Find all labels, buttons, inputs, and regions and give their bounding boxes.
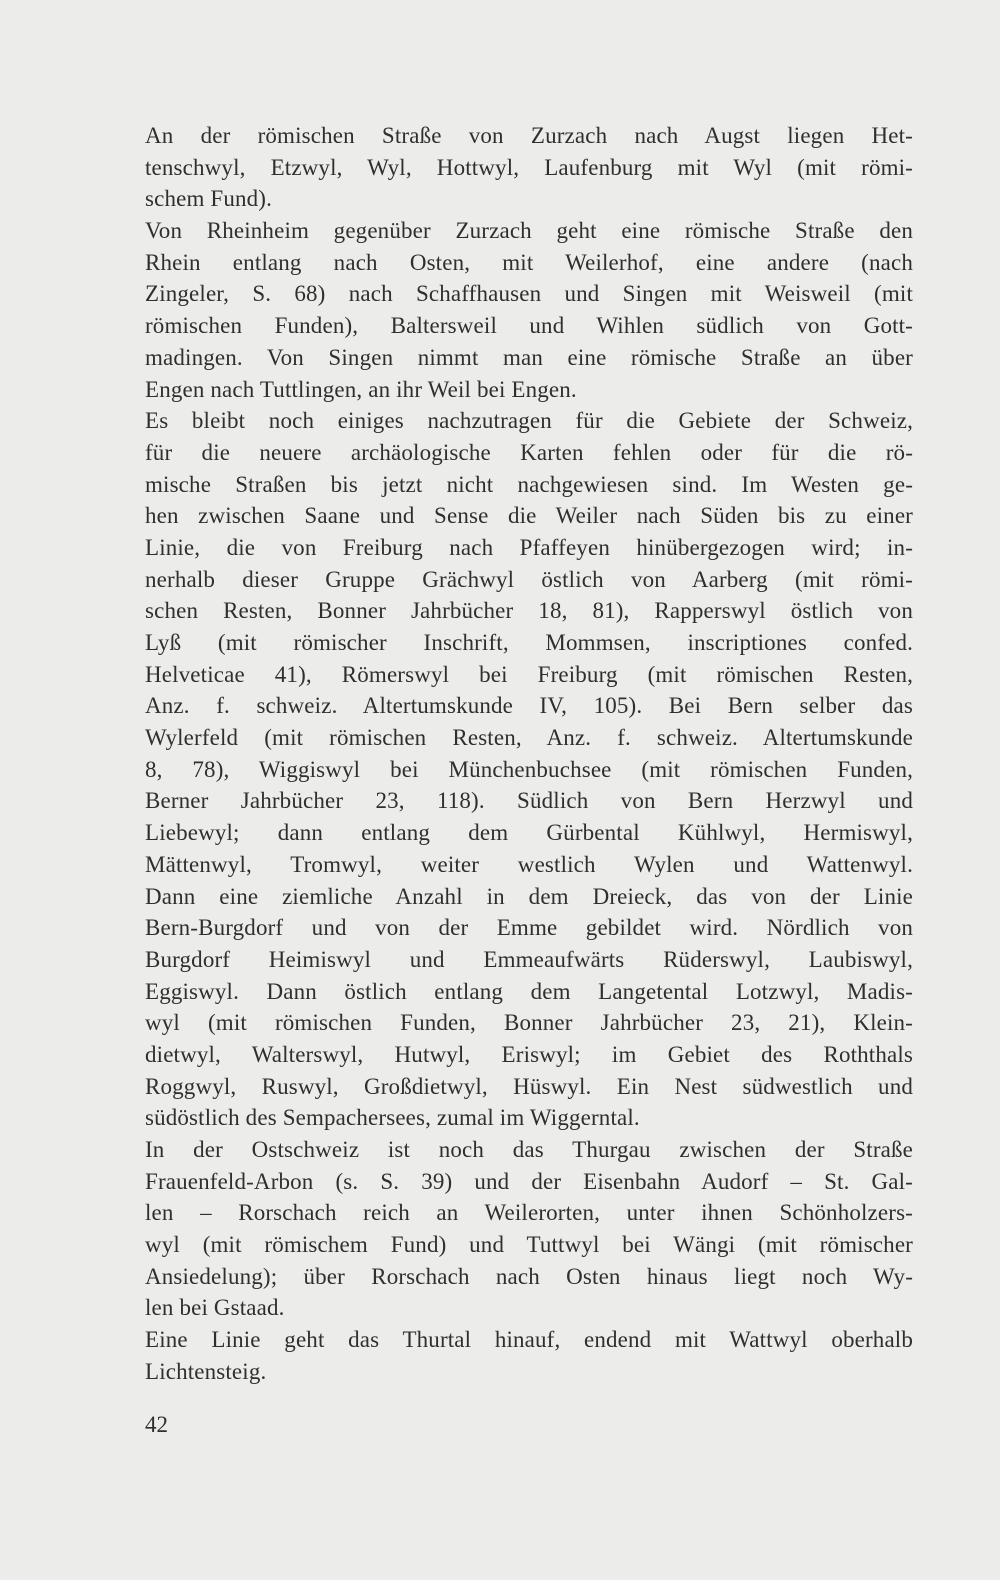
text-line: Bern-Burgdorf und von der Emme gebildet wird. Nördlich von (145, 915, 913, 941)
text-line: Helveticae 41), Römerswyl bei Freiburg (mit römischen Resten, (145, 661, 913, 687)
text-line: südöstlich des Sempachersees, zumal im Wiggerntal. (145, 1105, 640, 1131)
text-line: Mättenwyl, Tromwyl, weiter westlich Wylen und Wattenwyl. (145, 851, 913, 877)
text-line: Von Rheinheim gegenüber Zurzach geht eine römische Straße den (145, 218, 913, 244)
text-line: römischen Funden), Baltersweil und Wihlen südlich von Gott- (145, 313, 913, 339)
body-text (145, 120, 913, 1388)
text-line: Frauenfeld-Arbon (s. S. 39) und der Eisenbahn Audorf – St. Gal- (145, 1168, 913, 1194)
text-line: Roggwyl, Ruswyl, Großdietwyl, Hüswyl. Ein Nest südwestlich und (145, 1073, 913, 1099)
text-line: Dann eine ziemliche Anzahl in dem Dreieck, das von der Linie (145, 883, 913, 909)
text-line: wyl (mit römischen Funden, Bonner Jahrbücher 23, 21), Klein- (145, 1010, 913, 1036)
text-line: In der Ostschweiz ist noch das Thurgau zwischen der Straße (145, 1137, 913, 1162)
text-line: mische Straßen bis jetzt nicht nachgewiesen sind. Im Westen ge- (145, 471, 913, 497)
text-line: Zingeler, S. 68) nach Schaffhausen und Singen mit Weisweil (mit (145, 281, 913, 307)
text-line: len bei Gstaad. (145, 1295, 285, 1321)
text-line: Eine Linie geht das Thurtal hinauf, endend mit Wattwyl oberhalb (145, 1327, 913, 1353)
text-line: wyl (mit römischem Fund) und Tuttwyl bei Wängi (mit römischer (145, 1232, 913, 1258)
text-line: len – Rorschach reich an Weilerorten, unter ihnen Schönholzers- (145, 1200, 913, 1226)
text-line: Linie, die von Freiburg nach Pfaffeyen hinübergezogen wird; in- (145, 534, 913, 560)
text-line: Anz. f. schweiz. Altertumskunde IV, 105). Bei Bern selber das (145, 693, 913, 719)
text-line: hen zwischen Saane und Sense die Weiler nach Süden bis zu einer (145, 503, 913, 529)
text-line: nerhalb dieser Gruppe Grächwyl östlich von Aarberg (mit römi- (145, 566, 913, 592)
text-line: Liebewyl; dann entlang dem Gürbental Kühlwyl, Hermiswyl, (145, 820, 913, 846)
text-line: Wylerfeld (mit römischen Resten, Anz. f. schweiz. Altertumskunde (145, 725, 913, 751)
text-line: für die neuere archäologische Karten fehlen oder für die rö- (145, 439, 913, 465)
text-line: Lyß (mit römischer Inschrift, Mommsen, inscriptiones confed. (145, 630, 913, 655)
text-line: dietwyl, Walterswyl, Hutwyl, Eriswyl; im Gebiet des Roththals (145, 1041, 913, 1067)
text-line: Burgdorf Heimiswyl und Emmeaufwärts Rüderswyl, Laubiswyl, (145, 946, 913, 972)
text-line: Lichtensteig. (145, 1358, 267, 1384)
text-line: madingen. Von Singen nimmt man eine römische Straße an über (145, 344, 913, 370)
text-line: schen Resten, Bonner Jahrbücher 18, 81), Rapperswyl östlich von (145, 598, 913, 624)
text-line: Engen nach Tuttlingen, an ihr Weil bei Engen. (145, 376, 577, 402)
text-line: Eggiswyl. Dann östlich entlang dem Langetental Lotzwyl, Madis- (145, 978, 913, 1004)
text-line: Ansiedelung); über Rorschach nach Osten hinaus liegt noch Wy- (145, 1263, 913, 1289)
text-line: Es bleibt noch einiges nachzutragen für die Gebiete der Schweiz, (145, 408, 913, 434)
text-line: tenschwyl, Etzwyl, Wyl, Hottwyl, Laufenburg mit Wyl (mit römi- (145, 154, 913, 180)
text-line: 8, 78), Wiggiswyl bei Münchenbuchsee (mit römischen Funden, (145, 756, 913, 782)
text-line: schem Fund). (145, 186, 273, 212)
text-line: An der römischen Straße von Zurzach nach Augst liegen Het- (145, 123, 913, 148)
text-line: Berner Jahrbücher 23, 118). Südlich von Bern Herzwyl und (145, 788, 913, 814)
text-line: Rhein entlang nach Osten, mit Weilerhof, eine andere (nach (145, 249, 913, 275)
page-number: 42 (145, 1412, 168, 1437)
